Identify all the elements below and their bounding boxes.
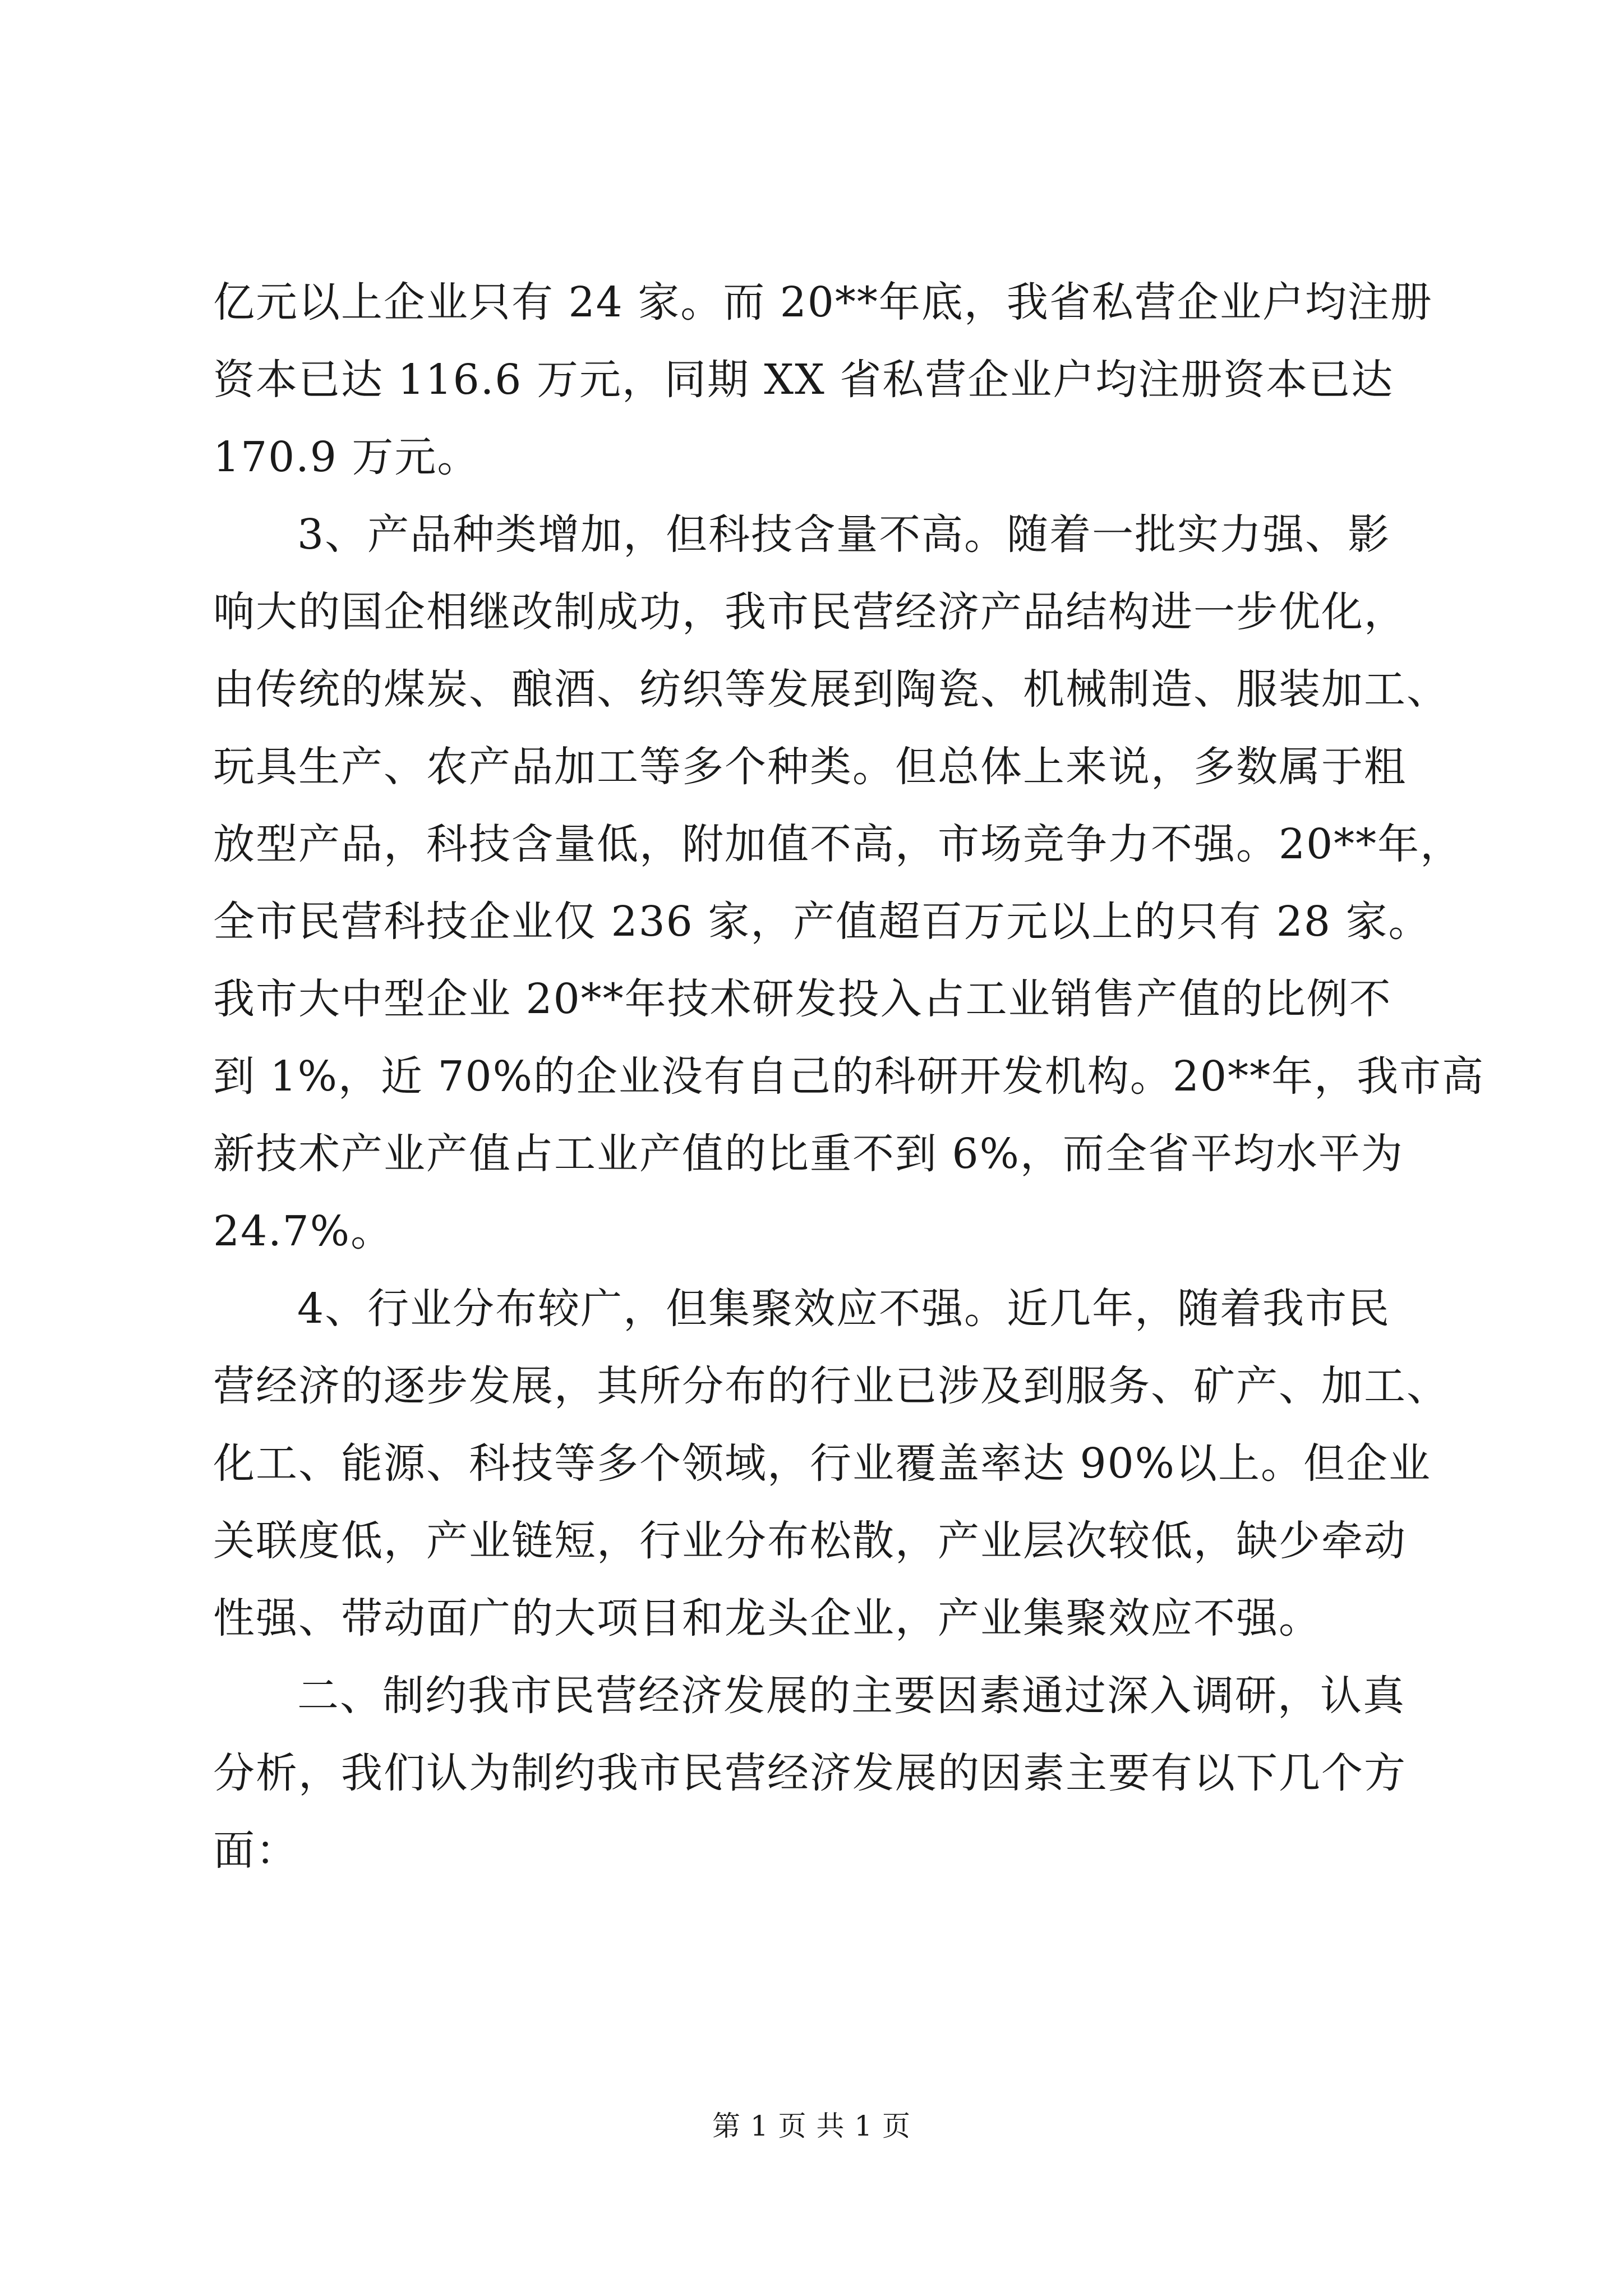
text-line: 亿元以上企业只有 24 家。而 20**年底，我省私营企业户均注册 xyxy=(213,278,1433,326)
document-body xyxy=(213,264,1485,1889)
section-2-first-line: 二、制约我市民营经济发展的主要因素通过深入调研，认真 xyxy=(297,1672,1405,1720)
text-line: 全市民营科技企业仅 236 家，产值超百万元以上的只有 28 家。 xyxy=(213,898,1431,946)
text-line: 关联度低，产业链短，行业分布松散，产业层次较低，缺少牵动 xyxy=(213,1517,1407,1565)
text-line: 资本已达 116.6 万元，同期 XX 省私营企业户均注册资本已达 xyxy=(213,356,1394,404)
text-line: 我市大中型企业 20**年技术研发投入占工业销售产值的比例不 xyxy=(213,975,1392,1023)
paragraph-3-first-line: 3、产品种类增加，但科技含量不高。随着一批实力强、影 xyxy=(297,510,1391,559)
page-footer xyxy=(0,2106,1623,2146)
text-line: 到 1%，近 70%的企业没有自己的科研开发机构。20**年，我市高 xyxy=(213,1052,1485,1101)
text-line: 24.7%。 xyxy=(213,1207,394,1255)
text-line: 分析，我们认为制约我市民营经济发展的因素主要有以下几个方 xyxy=(213,1749,1407,1797)
text-line: 由传统的煤炭、酿酒、纺织等发展到陶瓷、机械制造、服装加工、 xyxy=(213,665,1449,714)
text-line: 170.9 万元。 xyxy=(213,433,480,481)
page-number-label: 第 1 页 共 1 页 xyxy=(712,2110,911,2142)
text-line: 性强、带动面广的大项目和龙头企业，产业集聚效应不强。 xyxy=(213,1594,1321,1642)
text-line: 化工、能源、科技等多个领域，行业覆盖率达 90%以上。但企业 xyxy=(213,1439,1431,1488)
text-line: 营经济的逐步发展，其所分布的行业已涉及到服务、矿产、加工、 xyxy=(213,1362,1449,1410)
text-line: 响大的国企相继改制成功，我市民营经济产品结构进一步优化， xyxy=(213,588,1407,636)
text-line: 玩具生产、农产品加工等多个种类。但总体上来说，多数属于粗 xyxy=(213,743,1407,791)
text-line: 面： xyxy=(213,1826,298,1875)
text-line: 放型产品，科技含量低，附加值不高，市场竞争力不强。20**年， xyxy=(213,820,1463,868)
text-line: 新技术产业产值占工业产值的比重不到 6%，而全省平均水平为 xyxy=(213,1130,1404,1178)
paragraph-4-first-line: 4、行业分布较广，但集聚效应不强。近几年，随着我市民 xyxy=(297,1285,1391,1333)
